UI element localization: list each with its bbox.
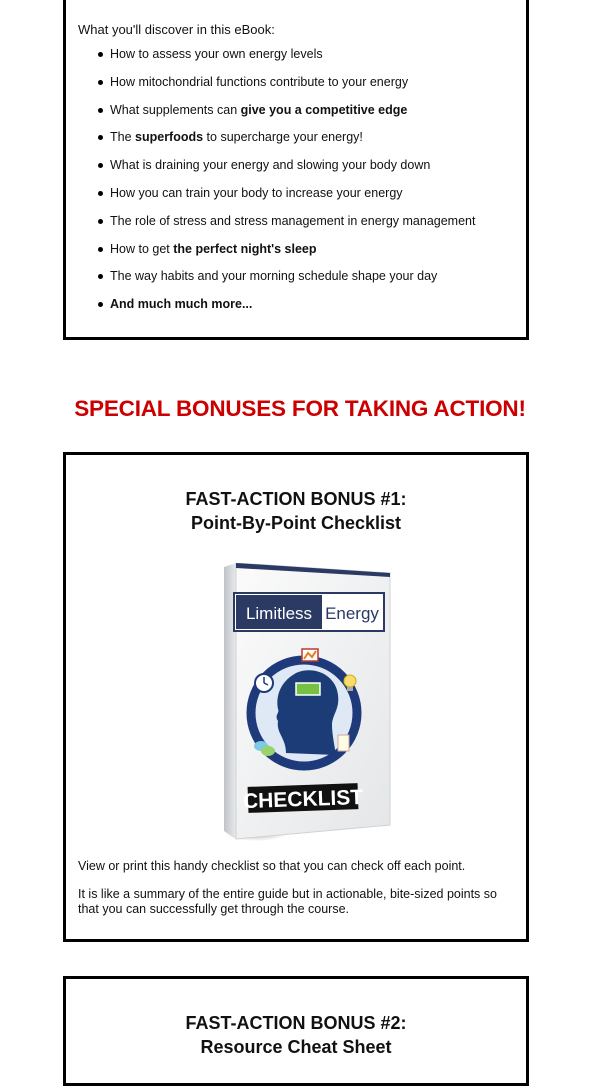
feature-list [110,44,475,322]
checklist-product-image [216,563,396,845]
list-item: The superfoods to supercharge your energy! [110,127,475,155]
cover-label: CHECKLIST [242,785,364,814]
bonus-1-title [66,487,526,535]
bonus-2-box [63,976,529,1086]
list-item: How to assess your own energy levels [110,44,475,72]
bonus-1-title-line1: FAST-ACTION BONUS #1: [185,489,407,509]
bonus-1-box [63,452,529,942]
note-icon [338,735,349,751]
bonus-1-description: View or print this handy checklist so that you can check off each point. [78,859,466,873]
cover-title-a: Limitless [245,604,313,623]
list-item: The role of stress and stress management in energy management [110,211,475,239]
list-item: And much much more... [110,294,475,322]
bonus-2-title-line1: FAST-ACTION BONUS #2: [185,1013,407,1033]
list-item: What is draining your energy and slowing your body down [110,155,475,183]
list-item: How you can train your body to increase your energy [110,183,475,211]
lightbulb-icon [344,675,356,687]
contents-intro: What you'll discover in this eBook: [78,22,275,37]
bonus-2-title [66,1011,526,1059]
bonus-1-summary: It is like a summary of the entire guide but in actionable, bite-sized points so that you can successfully get through the course. [78,887,497,916]
bonus-2-title-line2: Resource Cheat Sheet [200,1037,392,1057]
list-item: How to get the perfect night's sleep [110,239,475,267]
list-item: The way habits and your morning schedule shape your day [110,266,475,294]
list-item: How mitochondrial functions contribute to your energy [110,72,475,100]
list-item: What supplements can give you a competitive edge [110,100,475,128]
cover-title-b: Energy [325,604,379,623]
bonus-1-title-line2: Point-By-Point Checklist [190,513,401,533]
bonuses-headline: SPECIAL BONUSES FOR TAKING ACTION! [74,396,526,421]
ebook-contents-box [63,0,529,340]
